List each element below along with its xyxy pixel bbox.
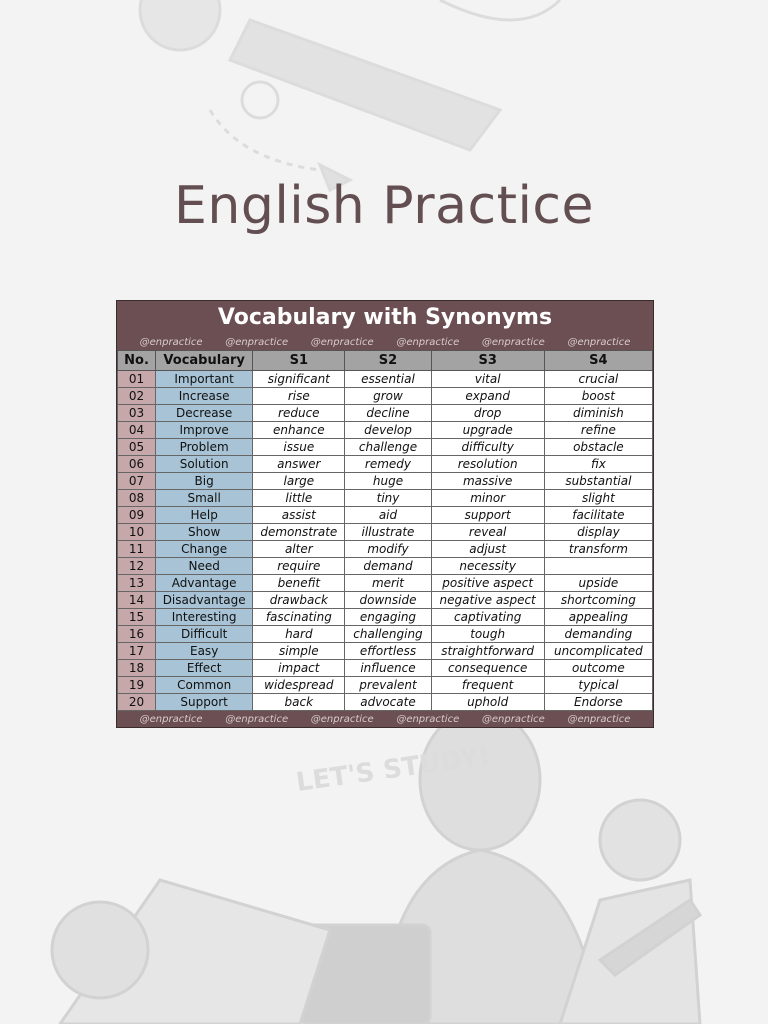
table-row [118, 609, 653, 626]
synonym-cell: prevalent [345, 677, 431, 694]
synonym-cell: enhance [253, 422, 345, 439]
row-number: 11 [118, 541, 156, 558]
handle-text: @enpractice [567, 336, 631, 348]
synonym-cell: appealing [544, 609, 652, 626]
synonym-cell: adjust [431, 541, 544, 558]
synonym-cell [544, 558, 652, 575]
synonym-cell: tiny [345, 490, 431, 507]
vocabulary-word: Disadvantage [156, 592, 253, 609]
vocabulary-word: Change [156, 541, 253, 558]
row-number: 09 [118, 507, 156, 524]
vocabulary-sheet [116, 300, 654, 728]
synonym-cell: huge [345, 473, 431, 490]
synonym-cell: issue [253, 439, 345, 456]
row-number: 20 [118, 694, 156, 711]
table-row [118, 388, 653, 405]
table-header-row [118, 351, 653, 371]
synonym-cell: fascinating [253, 609, 345, 626]
synonym-cell: uncomplicated [544, 643, 652, 660]
synonym-cell: demonstrate [253, 524, 345, 541]
column-header: S2 [345, 351, 431, 371]
synonym-cell: upgrade [431, 422, 544, 439]
synonym-cell: difficulty [431, 439, 544, 456]
row-number: 18 [118, 660, 156, 677]
row-number: 19 [118, 677, 156, 694]
synonym-cell: challenge [345, 439, 431, 456]
vocabulary-word: Solution [156, 456, 253, 473]
handle-text: @enpractice [396, 713, 460, 725]
synonym-cell: typical [544, 677, 652, 694]
handle-text: @enpractice [310, 713, 374, 725]
synonym-cell: diminish [544, 405, 652, 422]
table-row [118, 456, 653, 473]
synonym-cell: aid [345, 507, 431, 524]
handle-text: @enpractice [481, 713, 545, 725]
synonym-cell: alter [253, 541, 345, 558]
row-number: 04 [118, 422, 156, 439]
synonym-cell: necessity [431, 558, 544, 575]
table-row [118, 507, 653, 524]
synonym-cell: little [253, 490, 345, 507]
table-row [118, 643, 653, 660]
synonym-cell: demand [345, 558, 431, 575]
vocabulary-word: Common [156, 677, 253, 694]
synonym-cell: expand [431, 388, 544, 405]
synonym-cell: reveal [431, 524, 544, 541]
synonym-cell: upside [544, 575, 652, 592]
sticker-text: LET'S STUDY! [294, 741, 493, 799]
row-number: 02 [118, 388, 156, 405]
synonym-cell: uphold [431, 694, 544, 711]
synonym-cell: influence [345, 660, 431, 677]
row-number: 13 [118, 575, 156, 592]
synonym-cell: substantial [544, 473, 652, 490]
synonym-cell: massive [431, 473, 544, 490]
synonym-cell: grow [345, 388, 431, 405]
synonym-cell: downside [345, 592, 431, 609]
synonym-cell: remedy [345, 456, 431, 473]
synonym-cell: widespread [253, 677, 345, 694]
vocabulary-word: Small [156, 490, 253, 507]
column-header: S3 [431, 351, 544, 371]
table-row [118, 439, 653, 456]
synonym-cell: shortcoming [544, 592, 652, 609]
handle-text: @enpractice [225, 713, 289, 725]
synonym-cell: resolution [431, 456, 544, 473]
table-row [118, 592, 653, 609]
vocabulary-word: Easy [156, 643, 253, 660]
row-number: 10 [118, 524, 156, 541]
synonym-cell: support [431, 507, 544, 524]
synonym-cell: crucial [544, 371, 652, 388]
synonym-cell: merit [345, 575, 431, 592]
table-row [118, 660, 653, 677]
handle-text: @enpractice [310, 336, 374, 348]
synonym-cell: tough [431, 626, 544, 643]
handle-strip-top [117, 334, 653, 350]
row-number: 01 [118, 371, 156, 388]
synonym-cell: vital [431, 371, 544, 388]
table-row [118, 405, 653, 422]
synonym-cell: captivating [431, 609, 544, 626]
page-title: English Practice [174, 176, 594, 236]
handle-strip-bottom [117, 711, 653, 727]
synonym-cell: Endorse [544, 694, 652, 711]
synonym-cell: refine [544, 422, 652, 439]
row-number: 15 [118, 609, 156, 626]
synonym-cell: benefit [253, 575, 345, 592]
vocabulary-word: Decrease [156, 405, 253, 422]
table-row [118, 422, 653, 439]
table-row [118, 558, 653, 575]
row-number: 05 [118, 439, 156, 456]
synonym-cell: back [253, 694, 345, 711]
handle-text: @enpractice [396, 336, 460, 348]
synonym-cell: develop [345, 422, 431, 439]
synonym-cell: drawback [253, 592, 345, 609]
handle-text: @enpractice [139, 713, 203, 725]
row-number: 12 [118, 558, 156, 575]
synonym-cell: straightforward [431, 643, 544, 660]
vocabulary-word: Effect [156, 660, 253, 677]
column-header: S1 [253, 351, 345, 371]
table-row [118, 575, 653, 592]
row-number: 16 [118, 626, 156, 643]
table-row [118, 626, 653, 643]
synonym-cell: minor [431, 490, 544, 507]
vocabulary-word: Help [156, 507, 253, 524]
vocabulary-word: Need [156, 558, 253, 575]
synonym-cell: engaging [345, 609, 431, 626]
synonym-cell: positive aspect [431, 575, 544, 592]
synonym-cell: slight [544, 490, 652, 507]
vocabulary-word: Interesting [156, 609, 253, 626]
table-row [118, 524, 653, 541]
synonym-cell: rise [253, 388, 345, 405]
table-row [118, 541, 653, 558]
row-number: 08 [118, 490, 156, 507]
table-row [118, 473, 653, 490]
synonym-cell: illustrate [345, 524, 431, 541]
synonym-cell: decline [345, 405, 431, 422]
synonym-cell: consequence [431, 660, 544, 677]
table-row [118, 371, 653, 388]
synonym-cell: modify [345, 541, 431, 558]
synonym-cell: reduce [253, 405, 345, 422]
row-number: 06 [118, 456, 156, 473]
vocabulary-word: Support [156, 694, 253, 711]
synonym-cell: challenging [345, 626, 431, 643]
table-row [118, 490, 653, 507]
handle-text: @enpractice [225, 336, 289, 348]
synonym-cell: negative aspect [431, 592, 544, 609]
vocabulary-word: Improve [156, 422, 253, 439]
synonym-cell: assist [253, 507, 345, 524]
synonym-cell: essential [345, 371, 431, 388]
synonym-cell: frequent [431, 677, 544, 694]
synonym-cell: simple [253, 643, 345, 660]
row-number: 14 [118, 592, 156, 609]
sheet-title: Vocabulary with Synonyms [117, 301, 653, 334]
row-number: 17 [118, 643, 156, 660]
vocabulary-word: Show [156, 524, 253, 541]
synonym-cell: fix [544, 456, 652, 473]
synonym-cell: transform [544, 541, 652, 558]
synonym-cell: boost [544, 388, 652, 405]
vocabulary-word: Problem [156, 439, 253, 456]
table-row [118, 677, 653, 694]
handle-text: @enpractice [567, 713, 631, 725]
synonym-cell: display [544, 524, 652, 541]
synonym-cell: obstacle [544, 439, 652, 456]
vocabulary-word: Important [156, 371, 253, 388]
synonym-cell: answer [253, 456, 345, 473]
row-number: 03 [118, 405, 156, 422]
synonym-cell: hard [253, 626, 345, 643]
column-header: No. [118, 351, 156, 371]
synonym-cell: large [253, 473, 345, 490]
synonym-cell: require [253, 558, 345, 575]
synonym-cell: impact [253, 660, 345, 677]
synonym-cell: significant [253, 371, 345, 388]
synonym-cell: demanding [544, 626, 652, 643]
synonym-cell: facilitate [544, 507, 652, 524]
column-header: Vocabulary [156, 351, 253, 371]
handle-text: @enpractice [139, 336, 203, 348]
vocabulary-word: Big [156, 473, 253, 490]
vocabulary-word: Increase [156, 388, 253, 405]
synonym-cell: outcome [544, 660, 652, 677]
synonym-cell: effortless [345, 643, 431, 660]
vocabulary-word: Advantage [156, 575, 253, 592]
row-number: 07 [118, 473, 156, 490]
vocabulary-word: Difficult [156, 626, 253, 643]
handle-text: @enpractice [481, 336, 545, 348]
vocabulary-table [117, 350, 653, 711]
table-row [118, 694, 653, 711]
synonym-cell: drop [431, 405, 544, 422]
synonym-cell: advocate [345, 694, 431, 711]
column-header: S4 [544, 351, 652, 371]
